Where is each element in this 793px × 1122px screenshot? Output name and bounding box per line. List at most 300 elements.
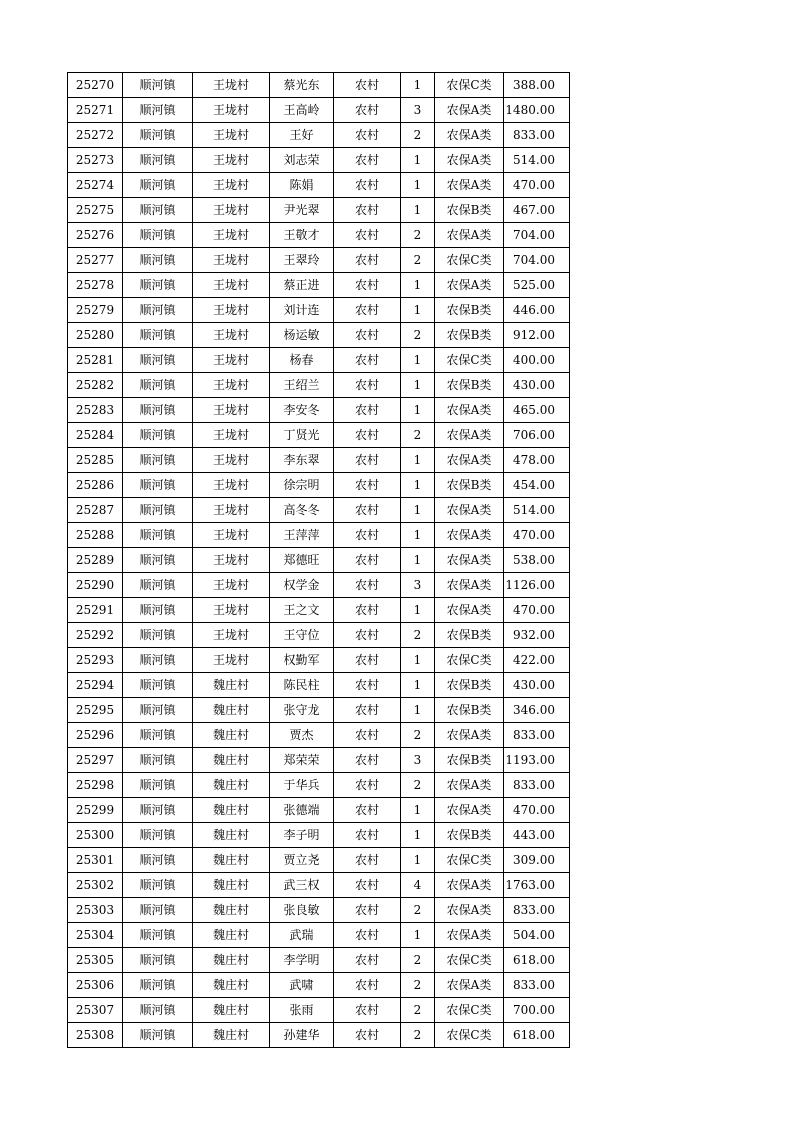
household-type-cell: 农村 [334, 448, 401, 473]
name-cell: 武三权 [270, 873, 334, 898]
name-cell: 权学金 [270, 573, 334, 598]
amount-cell: 912.00 [504, 323, 570, 348]
serial-number-cell: 25284 [68, 423, 123, 448]
insurance-category-cell: 农保B类 [435, 623, 504, 648]
amount-cell: 1763.00 [504, 873, 570, 898]
amount-cell: 504.00 [504, 923, 570, 948]
town-cell: 顺河镇 [123, 473, 193, 498]
name-cell: 丁贤光 [270, 423, 334, 448]
member-count-cell: 1 [401, 798, 435, 823]
village-cell: 王垅村 [193, 98, 270, 123]
town-cell: 顺河镇 [123, 498, 193, 523]
town-cell: 顺河镇 [123, 723, 193, 748]
town-cell: 顺河镇 [123, 898, 193, 923]
town-cell: 顺河镇 [123, 348, 193, 373]
table-row [68, 398, 570, 423]
village-cell: 魏庄村 [193, 923, 270, 948]
serial-number-cell: 25285 [68, 448, 123, 473]
member-count-cell: 3 [401, 748, 435, 773]
town-cell: 顺河镇 [123, 623, 193, 648]
household-type-cell: 农村 [334, 423, 401, 448]
serial-number-cell: 25283 [68, 398, 123, 423]
town-cell: 顺河镇 [123, 748, 193, 773]
name-cell: 张守龙 [270, 698, 334, 723]
town-cell: 顺河镇 [123, 173, 193, 198]
amount-cell: 618.00 [504, 948, 570, 973]
table-row [68, 148, 570, 173]
member-count-cell: 1 [401, 923, 435, 948]
town-cell: 顺河镇 [123, 573, 193, 598]
member-count-cell: 1 [401, 198, 435, 223]
town-cell: 顺河镇 [123, 1023, 193, 1048]
serial-number-cell: 25299 [68, 798, 123, 823]
member-count-cell: 1 [401, 698, 435, 723]
household-type-cell: 农村 [334, 548, 401, 573]
amount-cell: 470.00 [504, 598, 570, 623]
village-cell: 魏庄村 [193, 798, 270, 823]
village-cell: 魏庄村 [193, 898, 270, 923]
member-count-cell: 1 [401, 373, 435, 398]
town-cell: 顺河镇 [123, 198, 193, 223]
serial-number-cell: 25282 [68, 373, 123, 398]
insurance-category-cell: 农保C类 [435, 1023, 504, 1048]
village-cell: 魏庄村 [193, 998, 270, 1023]
household-type-cell: 农村 [334, 698, 401, 723]
household-type-cell: 农村 [334, 398, 401, 423]
name-cell: 王守位 [270, 623, 334, 648]
insurance-category-cell: 农保A类 [435, 773, 504, 798]
name-cell: 杨春 [270, 348, 334, 373]
serial-number-cell: 25276 [68, 223, 123, 248]
table-row [68, 723, 570, 748]
household-type-cell: 农村 [334, 298, 401, 323]
insurance-category-cell: 农保C类 [435, 248, 504, 273]
village-cell: 王垅村 [193, 598, 270, 623]
amount-cell: 833.00 [504, 123, 570, 148]
serial-number-cell: 25295 [68, 698, 123, 723]
serial-number-cell: 25287 [68, 498, 123, 523]
insurance-category-cell: 农保B类 [435, 748, 504, 773]
village-cell: 王垅村 [193, 548, 270, 573]
serial-number-cell: 25301 [68, 848, 123, 873]
village-cell: 魏庄村 [193, 948, 270, 973]
insurance-category-cell: 农保A类 [435, 923, 504, 948]
table-row [68, 423, 570, 448]
town-cell: 顺河镇 [123, 698, 193, 723]
member-count-cell: 2 [401, 973, 435, 998]
insurance-category-cell: 农保C类 [435, 998, 504, 1023]
name-cell: 张良敏 [270, 898, 334, 923]
town-cell: 顺河镇 [123, 448, 193, 473]
table-row [68, 223, 570, 248]
name-cell: 张德端 [270, 798, 334, 823]
serial-number-cell: 25298 [68, 773, 123, 798]
insurance-category-cell: 农保A类 [435, 273, 504, 298]
table-row [68, 348, 570, 373]
insurance-category-cell: 农保A类 [435, 598, 504, 623]
serial-number-cell: 25281 [68, 348, 123, 373]
household-type-cell: 农村 [334, 148, 401, 173]
household-type-cell: 农村 [334, 248, 401, 273]
village-cell: 魏庄村 [193, 673, 270, 698]
member-count-cell: 2 [401, 423, 435, 448]
insurance-category-cell: 农保B类 [435, 298, 504, 323]
serial-number-cell: 25277 [68, 248, 123, 273]
serial-number-cell: 25290 [68, 573, 123, 598]
table-row [68, 873, 570, 898]
table-row [68, 123, 570, 148]
amount-cell: 400.00 [504, 348, 570, 373]
town-cell: 顺河镇 [123, 973, 193, 998]
village-cell: 王垅村 [193, 323, 270, 348]
amount-cell: 470.00 [504, 523, 570, 548]
town-cell: 顺河镇 [123, 773, 193, 798]
name-cell: 王高岭 [270, 98, 334, 123]
serial-number-cell: 25308 [68, 1023, 123, 1048]
household-type-cell: 农村 [334, 473, 401, 498]
serial-number-cell: 25294 [68, 673, 123, 698]
name-cell: 李安冬 [270, 398, 334, 423]
household-type-cell: 农村 [334, 948, 401, 973]
village-cell: 王垅村 [193, 223, 270, 248]
serial-number-cell: 25292 [68, 623, 123, 648]
household-type-cell: 农村 [334, 848, 401, 873]
serial-number-cell: 25278 [68, 273, 123, 298]
village-cell: 魏庄村 [193, 698, 270, 723]
household-type-cell: 农村 [334, 823, 401, 848]
household-type-cell: 农村 [334, 623, 401, 648]
town-cell: 顺河镇 [123, 998, 193, 1023]
town-cell: 顺河镇 [123, 548, 193, 573]
amount-cell: 1480.00 [504, 98, 570, 123]
town-cell: 顺河镇 [123, 423, 193, 448]
insurance-category-cell: 农保A类 [435, 148, 504, 173]
amount-cell: 618.00 [504, 1023, 570, 1048]
table-row [68, 623, 570, 648]
name-cell: 蔡正进 [270, 273, 334, 298]
table-row [68, 748, 570, 773]
insurance-category-cell: 农保B类 [435, 698, 504, 723]
table-row [68, 648, 570, 673]
town-cell: 顺河镇 [123, 248, 193, 273]
household-type-cell: 农村 [334, 723, 401, 748]
name-cell: 武啸 [270, 973, 334, 998]
household-type-cell: 农村 [334, 323, 401, 348]
table-row [68, 798, 570, 823]
roster-table [67, 72, 570, 1048]
insurance-category-cell: 农保C类 [435, 848, 504, 873]
village-cell: 魏庄村 [193, 848, 270, 873]
member-count-cell: 3 [401, 573, 435, 598]
insurance-category-cell: 农保A类 [435, 123, 504, 148]
table-row [68, 323, 570, 348]
insurance-category-cell: 农保B类 [435, 473, 504, 498]
village-cell: 王垅村 [193, 348, 270, 373]
serial-number-cell: 25286 [68, 473, 123, 498]
village-cell: 王垅村 [193, 473, 270, 498]
name-cell: 贾立尧 [270, 848, 334, 873]
household-type-cell: 农村 [334, 748, 401, 773]
village-cell: 王垅村 [193, 573, 270, 598]
table-row [68, 998, 570, 1023]
member-count-cell: 1 [401, 498, 435, 523]
member-count-cell: 2 [401, 998, 435, 1023]
village-cell: 王垅村 [193, 623, 270, 648]
insurance-category-cell: 农保B类 [435, 673, 504, 698]
serial-number-cell: 25293 [68, 648, 123, 673]
household-type-cell: 农村 [334, 798, 401, 823]
village-cell: 魏庄村 [193, 773, 270, 798]
village-cell: 王垅村 [193, 648, 270, 673]
member-count-cell: 2 [401, 123, 435, 148]
name-cell: 刘计连 [270, 298, 334, 323]
name-cell: 贾杰 [270, 723, 334, 748]
serial-number-cell: 25296 [68, 723, 123, 748]
member-count-cell: 4 [401, 873, 435, 898]
name-cell: 蔡光东 [270, 73, 334, 98]
household-type-cell: 农村 [334, 673, 401, 698]
town-cell: 顺河镇 [123, 673, 193, 698]
name-cell: 郑荣荣 [270, 748, 334, 773]
insurance-category-cell: 农保B类 [435, 198, 504, 223]
serial-number-cell: 25271 [68, 98, 123, 123]
member-count-cell: 2 [401, 898, 435, 923]
name-cell: 王好 [270, 123, 334, 148]
name-cell: 李东翠 [270, 448, 334, 473]
name-cell: 李子明 [270, 823, 334, 848]
serial-number-cell: 25304 [68, 923, 123, 948]
village-cell: 魏庄村 [193, 823, 270, 848]
serial-number-cell: 25270 [68, 73, 123, 98]
insurance-category-cell: 农保B类 [435, 323, 504, 348]
name-cell: 徐宗明 [270, 473, 334, 498]
town-cell: 顺河镇 [123, 223, 193, 248]
town-cell: 顺河镇 [123, 323, 193, 348]
member-count-cell: 1 [401, 148, 435, 173]
table-row [68, 273, 570, 298]
serial-number-cell: 25307 [68, 998, 123, 1023]
serial-number-cell: 25280 [68, 323, 123, 348]
town-cell: 顺河镇 [123, 923, 193, 948]
member-count-cell: 1 [401, 473, 435, 498]
member-count-cell: 2 [401, 773, 435, 798]
member-count-cell: 3 [401, 98, 435, 123]
amount-cell: 346.00 [504, 698, 570, 723]
member-count-cell: 1 [401, 448, 435, 473]
household-type-cell: 农村 [334, 898, 401, 923]
amount-cell: 833.00 [504, 898, 570, 923]
name-cell: 李学明 [270, 948, 334, 973]
table-row [68, 673, 570, 698]
name-cell: 尹光翠 [270, 198, 334, 223]
village-cell: 王垅村 [193, 148, 270, 173]
name-cell: 武瑞 [270, 923, 334, 948]
village-cell: 王垅村 [193, 373, 270, 398]
insurance-category-cell: 农保C类 [435, 73, 504, 98]
serial-number-cell: 25302 [68, 873, 123, 898]
town-cell: 顺河镇 [123, 873, 193, 898]
name-cell: 陈娟 [270, 173, 334, 198]
roster-table-body [68, 73, 570, 1048]
table-row [68, 1023, 570, 1048]
name-cell: 刘志荣 [270, 148, 334, 173]
insurance-category-cell: 农保A类 [435, 723, 504, 748]
amount-cell: 309.00 [504, 848, 570, 873]
household-type-cell: 农村 [334, 273, 401, 298]
member-count-cell: 1 [401, 823, 435, 848]
amount-cell: 833.00 [504, 973, 570, 998]
amount-cell: 1126.00 [504, 573, 570, 598]
insurance-category-cell: 农保A类 [435, 573, 504, 598]
name-cell: 王翠玲 [270, 248, 334, 273]
household-type-cell: 农村 [334, 123, 401, 148]
serial-number-cell: 25289 [68, 548, 123, 573]
village-cell: 王垅村 [193, 123, 270, 148]
village-cell: 魏庄村 [193, 748, 270, 773]
member-count-cell: 2 [401, 948, 435, 973]
name-cell: 于华兵 [270, 773, 334, 798]
insurance-category-cell: 农保A类 [435, 423, 504, 448]
insurance-category-cell: 农保A类 [435, 798, 504, 823]
insurance-category-cell: 农保B类 [435, 823, 504, 848]
table-row [68, 523, 570, 548]
table-row [68, 573, 570, 598]
table-row [68, 498, 570, 523]
household-type-cell: 农村 [334, 223, 401, 248]
household-type-cell: 农村 [334, 648, 401, 673]
member-count-cell: 1 [401, 273, 435, 298]
village-cell: 魏庄村 [193, 723, 270, 748]
member-count-cell: 2 [401, 248, 435, 273]
table-row [68, 198, 570, 223]
table-row [68, 598, 570, 623]
member-count-cell: 1 [401, 398, 435, 423]
table-row [68, 73, 570, 98]
household-type-cell: 农村 [334, 498, 401, 523]
amount-cell: 700.00 [504, 998, 570, 1023]
household-type-cell: 农村 [334, 73, 401, 98]
village-cell: 王垅村 [193, 498, 270, 523]
amount-cell: 514.00 [504, 498, 570, 523]
household-type-cell: 农村 [334, 773, 401, 798]
name-cell: 孙建华 [270, 1023, 334, 1048]
amount-cell: 538.00 [504, 548, 570, 573]
table-row [68, 898, 570, 923]
town-cell: 顺河镇 [123, 798, 193, 823]
member-count-cell: 2 [401, 223, 435, 248]
insurance-category-cell: 农保A类 [435, 973, 504, 998]
village-cell: 王垅村 [193, 173, 270, 198]
member-count-cell: 1 [401, 648, 435, 673]
village-cell: 王垅村 [193, 248, 270, 273]
amount-cell: 706.00 [504, 423, 570, 448]
town-cell: 顺河镇 [123, 373, 193, 398]
serial-number-cell: 25279 [68, 298, 123, 323]
amount-cell: 525.00 [504, 273, 570, 298]
name-cell: 杨运敏 [270, 323, 334, 348]
amount-cell: 833.00 [504, 773, 570, 798]
household-type-cell: 农村 [334, 998, 401, 1023]
village-cell: 魏庄村 [193, 1023, 270, 1048]
serial-number-cell: 25303 [68, 898, 123, 923]
amount-cell: 422.00 [504, 648, 570, 673]
serial-number-cell: 25272 [68, 123, 123, 148]
table-row [68, 948, 570, 973]
serial-number-cell: 25297 [68, 748, 123, 773]
amount-cell: 704.00 [504, 248, 570, 273]
amount-cell: 704.00 [504, 223, 570, 248]
name-cell: 陈民柱 [270, 673, 334, 698]
table-row [68, 698, 570, 723]
town-cell: 顺河镇 [123, 948, 193, 973]
amount-cell: 478.00 [504, 448, 570, 473]
village-cell: 魏庄村 [193, 973, 270, 998]
household-type-cell: 农村 [334, 348, 401, 373]
serial-number-cell: 25273 [68, 148, 123, 173]
village-cell: 王垅村 [193, 423, 270, 448]
household-type-cell: 农村 [334, 873, 401, 898]
name-cell: 王之文 [270, 598, 334, 623]
member-count-cell: 1 [401, 598, 435, 623]
household-type-cell: 农村 [334, 198, 401, 223]
table-row [68, 548, 570, 573]
insurance-category-cell: 农保A类 [435, 448, 504, 473]
amount-cell: 467.00 [504, 198, 570, 223]
member-count-cell: 1 [401, 548, 435, 573]
member-count-cell: 1 [401, 673, 435, 698]
insurance-category-cell: 农保A类 [435, 523, 504, 548]
name-cell: 郑德旺 [270, 548, 334, 573]
insurance-category-cell: 农保A类 [435, 223, 504, 248]
household-type-cell: 农村 [334, 973, 401, 998]
household-type-cell: 农村 [334, 173, 401, 198]
household-type-cell: 农村 [334, 923, 401, 948]
household-type-cell: 农村 [334, 98, 401, 123]
serial-number-cell: 25275 [68, 198, 123, 223]
member-count-cell: 2 [401, 1023, 435, 1048]
member-count-cell: 1 [401, 73, 435, 98]
amount-cell: 1193.00 [504, 748, 570, 773]
name-cell: 王绍兰 [270, 373, 334, 398]
household-type-cell: 农村 [334, 1023, 401, 1048]
amount-cell: 430.00 [504, 373, 570, 398]
household-type-cell: 农村 [334, 573, 401, 598]
table-row [68, 473, 570, 498]
member-count-cell: 2 [401, 723, 435, 748]
household-type-cell: 农村 [334, 598, 401, 623]
serial-number-cell: 25274 [68, 173, 123, 198]
town-cell: 顺河镇 [123, 298, 193, 323]
table-row [68, 848, 570, 873]
insurance-category-cell: 农保A类 [435, 498, 504, 523]
name-cell: 权勤军 [270, 648, 334, 673]
serial-number-cell: 25288 [68, 523, 123, 548]
town-cell: 顺河镇 [123, 848, 193, 873]
insurance-category-cell: 农保A类 [435, 873, 504, 898]
town-cell: 顺河镇 [123, 148, 193, 173]
table-row [68, 448, 570, 473]
amount-cell: 430.00 [504, 673, 570, 698]
amount-cell: 388.00 [504, 73, 570, 98]
village-cell: 王垅村 [193, 273, 270, 298]
insurance-category-cell: 农保A类 [435, 398, 504, 423]
table-row [68, 823, 570, 848]
insurance-category-cell: 农保A类 [435, 898, 504, 923]
table-row [68, 248, 570, 273]
village-cell: 王垅村 [193, 298, 270, 323]
serial-number-cell: 25300 [68, 823, 123, 848]
amount-cell: 454.00 [504, 473, 570, 498]
